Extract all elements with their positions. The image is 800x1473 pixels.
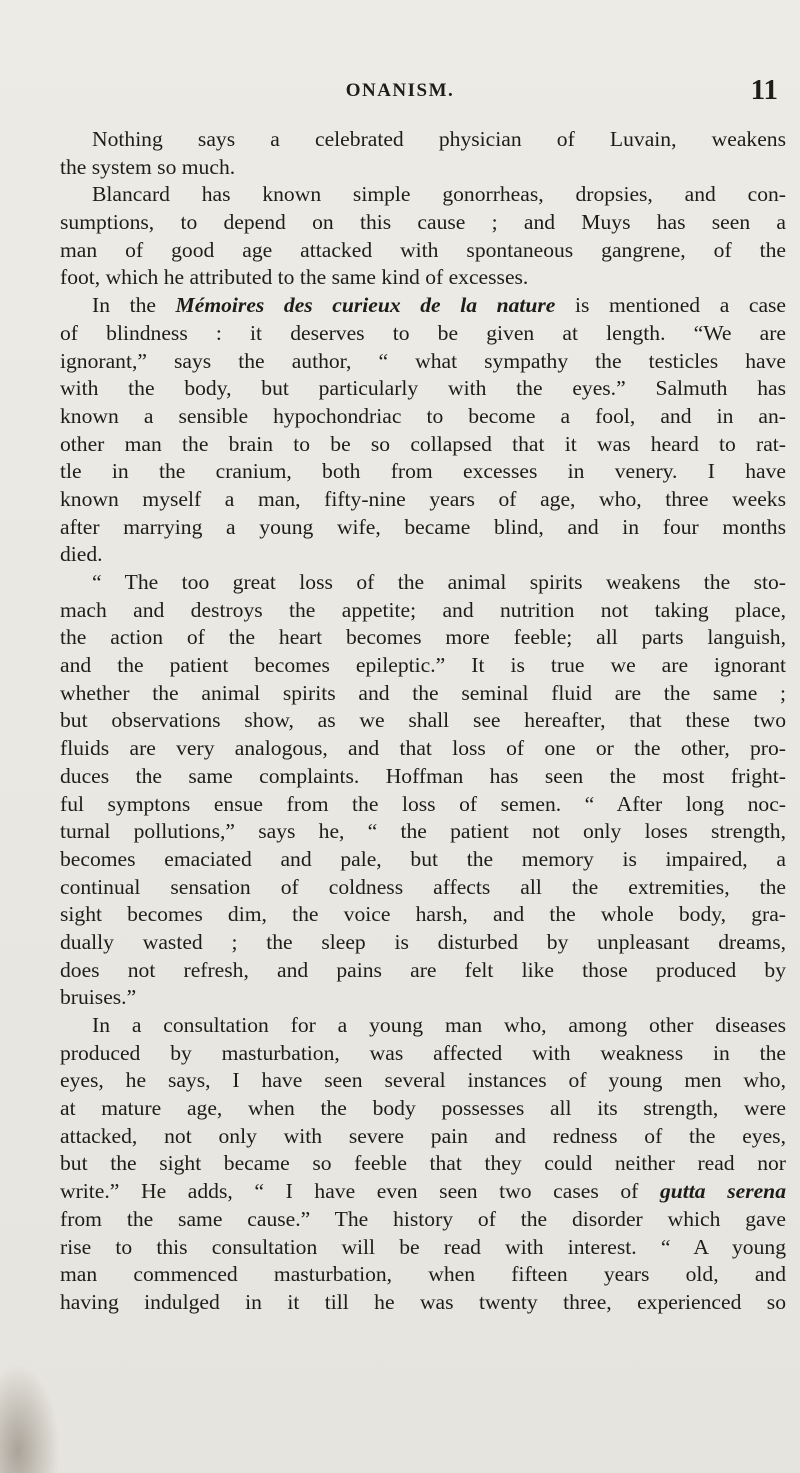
text-line: rise to this consultation will be read with interest. “ A young [60,1234,786,1259]
text-line: tle in the cranium, both from excesses in venery. I have [60,459,786,484]
text-line: Nothing says a celebrated physician of Luvain, weakens [92,127,786,151]
text-line: In a consultation for a young man who, among other diseases [92,1013,786,1037]
text-line: turnal pollutions,” says he, “ the patient not only loses strength, [60,819,786,844]
text-line: sumptions, to depend on this cause ; and Muys has seen a [60,210,786,235]
text-line: Blancard has known simple gonorrheas, dropsies, and con- [92,182,786,207]
text-line: of blindness : it deserves to be given at length. “We are [60,320,786,345]
text-line: known myself a man, fifty-nine years of age, who, three weeks [60,486,786,511]
text-line: with the body, but particularly with the eyes.” Salmuth has [60,376,786,401]
text-line: known a sensible hypochondriac to become a fool, and in an- [60,403,786,428]
page-header [0,74,800,114]
text-line: ful symptons ensue from the loss of semen. “ After long noc- [60,791,786,816]
text-line: from the same cause.” The history of the disorder which gave [60,1206,786,1231]
text-line: man of good age attacked with spontaneous gangrene, of the [60,237,786,262]
italic-phrase: gutta serena [659,1179,786,1204]
page-stain [0,1363,60,1473]
text-line: fluids are very analogous, and that loss of one or the other, pro- [60,736,786,761]
text-line: produced by masturbation, was affected with weakness in the [60,1040,786,1065]
text-line: having indulged in it till he was twenty three, experienced so [60,1289,786,1314]
text-line: continual sensation of coldness affects all the extremities, the [60,874,786,899]
text-line: does not refresh, and pains are felt like those produced by [60,957,786,982]
text-line: dually wasted ; the sleep is disturbed by unpleasant dreams, [60,929,786,954]
text-line: foot, which he attributed to the same kind of excesses. [60,265,529,290]
text-line: died. [60,542,103,567]
text-line: mach and destroys the appetite; and nutrition not taking place, [60,597,786,622]
text-line: man commenced masturbation, when fifteen years old, and [60,1262,786,1287]
body-text [60,126,786,1317]
text-line: the action of the heart becomes more feeble; all parts languish, [60,625,786,650]
text-line: In the Mémoires des curieux de la nature is mentioned a case [92,293,787,318]
text-line: after marrying a young wife, became blind, and in four months [60,514,786,539]
text-line: other man the brain to be so collapsed that it was heard to rat- [60,431,786,456]
running-title: ONANISM. [345,80,455,101]
text-line: duces the same complaints. Hoffman has seen the most fright- [60,763,786,788]
page-number: 11 [750,74,778,106]
text-line: at mature age, when the body possesses all its strength, were [60,1096,786,1121]
text-line: and the patient becomes epileptic.” It is true we are ignorant [60,653,786,678]
text-line: ignorant,” says the author, “ what sympathy the testicles have [60,348,786,373]
text-line: attacked, not only with severe pain and redness of the eyes, [60,1123,786,1148]
text-line: “ The too great loss of the animal spirits weakens the sto- [92,570,786,594]
text-line: eyes, he says, I have seen several instances of young men who, [60,1068,786,1093]
text-line: but observations show, as we shall see hereafter, that these two [60,708,786,733]
text-line: but the sight became so feeble that they could neither read nor [60,1151,786,1176]
text-line: the system so much. [60,154,236,179]
text-line: sight becomes dim, the voice harsh, and the whole body, gra- [60,902,786,927]
italic-phrase: Mémoires des curieux de la nature [175,293,556,318]
text-line: whether the animal spirits and the seminal fluid are the same ; [60,680,786,705]
text-line: bruises.” [60,985,137,1010]
text-line: write.” He adds, “ I have even seen two cases of gutta serena [60,1179,786,1204]
text-line: becomes emaciated and pale, but the memory is impaired, a [60,846,786,871]
